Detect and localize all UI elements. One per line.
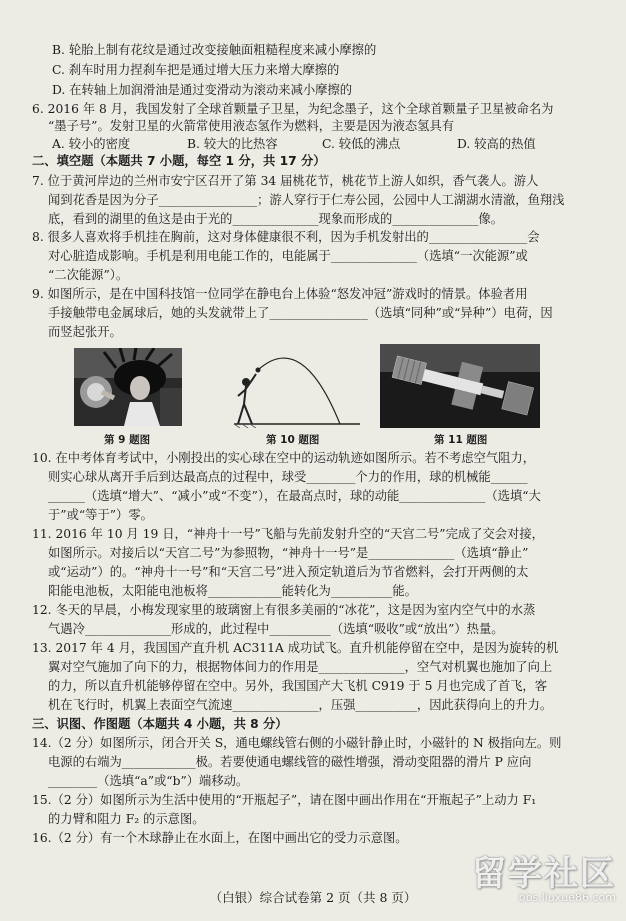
figure-10-trajectory [232, 344, 362, 428]
figure-10-caption: 第 10 题图 [266, 434, 320, 446]
q10-text-1: 10. 在中考体育考试中，小刚投出的实心球在空中的运动轨迹如图所示。若不考虑空气阻力， [32, 451, 536, 465]
q14-text-3: ________（选填“a”或“b”）端移动。 [48, 774, 249, 788]
figure-9-caption: 第 9 题图 [104, 434, 151, 446]
q11-text-2: 如图所示。对接后以“天宫二号”为参照物，“神舟十一号”是______________（选填“静止” [48, 546, 529, 560]
q14-text-2: 电源的右端为____________极。若要使通电螺线管的磁性增强，滑动变阻器的滑片 P 应向 [48, 755, 532, 769]
q8-text-2: 对心脏造成影响。手机是利用电能工作的，电能属于______________（选填“一次能源”或 [48, 249, 528, 263]
q10-text-2: 则实心球从离开手后到达最高点的过程中，球受________个力的作用，球的机械能______ [48, 470, 528, 484]
figure-11-spacecraft [380, 344, 540, 428]
q7-text-3: 底，看到的湖里的鱼这是由于光的______________现象而形成的______________像。 [48, 212, 503, 226]
q13-text-3: 的力，所以直升机能够停留在空中。另外，我国国产大飞机 C919 于 5 月也完成了首飞，客 [48, 679, 548, 693]
q16-text-1: 16.（2 分）有一个木球静止在水面上，在图中画出它的受力示意图。 [32, 831, 408, 845]
q6-option-c: C. 较低的沸点 [322, 137, 401, 151]
page-footer: （白银）综合试卷第 2 页（共 8 页） [209, 890, 417, 905]
q7-text-1: 7. 位于黄河岸边的兰州市安宁区召开了第 34 届桃花节，桃花节上游人如织，香气袭人。游人 [32, 174, 539, 188]
q13-text-2: 翼对空气施加了向下的力，根据物体间力的作用是______________，空气对机翼也施加了向上 [48, 660, 553, 674]
watermark-url: bbs.liuxue86.com [518, 891, 616, 904]
q8-text-1: 8. 很多人喜欢将手机挂在胸前，这对身体健康很不利，因为手机发射出的________________会 [32, 230, 540, 244]
q15-text-2: 的力臂和阻力 F₂ 的示意图。 [48, 812, 205, 826]
q5-option-b: B. 轮胎上制有花纹是通过改变接触面粗糙程度来减小摩擦的 [52, 43, 377, 57]
q6-option-a: A. 较小的密度 [52, 137, 131, 151]
figure-9-photo [74, 348, 182, 426]
q13-text-4: 机在飞行时，机翼上表面空气流速______________，压强__________，因此获得向上的升力。 [48, 698, 553, 712]
watermark [472, 846, 616, 904]
q10-text-3: ______（选填“增大”、“减小”或“不变”），在最高点时，球的动能______________（选填“大 [48, 489, 541, 503]
q15-text-1: 15.（2 分）如图所示为生活中使用的“开瓶起子”，请在图中画出作用在“开瓶起子”上动力 F₁ [32, 793, 537, 807]
q10-text-4: 于”或“等于”）零。 [48, 508, 153, 522]
q11-text-4: 阳能电池板，太阳能电池板将____________能转化为__________能。 [48, 584, 417, 598]
watermark-logo: 留学社区 [472, 854, 616, 894]
q12-text-1: 12. 冬天的早晨，小梅发现家里的玻璃窗上有很多美丽的“冰花”，这是因为室内空气中的水蒸 [32, 603, 536, 617]
q11-text-1: 11. 2016 年 10 月 19 日，“神舟十一号”飞船与先前发射升空的“天宫二号”完成了交会对接， [32, 527, 544, 541]
q13-text-1: 13. 2017 年 4 月，我国国产直升机 AC311A 成功试飞。直升机能停留在空中，是因为旋转的机 [32, 641, 559, 655]
q12-text-2: 气遇冷______________形成的，此过程中__________（选填“吸收”或“放出”）热量。 [48, 622, 504, 636]
q9-text-2: 手接触带电金属球后，她的头发就带上了________________（选填“同种”或“异种”）电荷，因 [48, 306, 553, 320]
q7-text-2: 闻到花香是因为分子________________；游人穿行于仁寿公园，公园中人工湖湖水清澈，鱼翔浅 [48, 193, 565, 207]
q9-text-1: 9. 如图所示，是在中国科技馆一位同学在静电台上体验“怒发冲冠”游戏时的情景。体验者用 [32, 287, 528, 301]
q11-text-3: 或“运动”）的。“神舟十一号”和“天宫二号”进入预定轨道后为节省燃料，会打开两侧的太 [48, 565, 529, 579]
q6-text-1: 6. 2016 年 8 月，我国发射了全球首颗量子卫星，为纪念墨子，这个全球首颗量子卫星被命名为 [32, 102, 554, 116]
q5-option-c: C. 刹车时用力捏刹车把是通过增大压力来增大摩擦的 [52, 63, 340, 77]
q9-text-3: 而竖起张开。 [48, 325, 122, 339]
section-3-heading: 三、识图、作图题（本题共 4 小题，共 8 分） [32, 717, 288, 731]
q14-text-1: 14.（2 分）如图所示，闭合开关 S，通电螺线管右侧的小磁针静止时，小磁针的 N 极指向左。则 [32, 736, 562, 750]
section-2-heading: 二、填空题（本题共 7 小题，每空 1 分，共 17 分） [32, 154, 326, 168]
q6-text-2: “墨子号”。发射卫星的火箭常使用液态氢作为燃料，主要是因为液态氢具有 [48, 119, 455, 133]
figure-11-caption: 第 11 题图 [434, 434, 488, 446]
q6-options [52, 134, 592, 152]
q6-option-d: D. 较高的热值 [457, 137, 536, 151]
q6-option-b: B. 较大的比热容 [187, 137, 278, 151]
q8-text-3: “二次能源”）。 [48, 268, 129, 282]
q5-option-d: D. 在转轴上加润滑油是通过变滑动为滚动来减小摩擦的 [52, 83, 353, 97]
